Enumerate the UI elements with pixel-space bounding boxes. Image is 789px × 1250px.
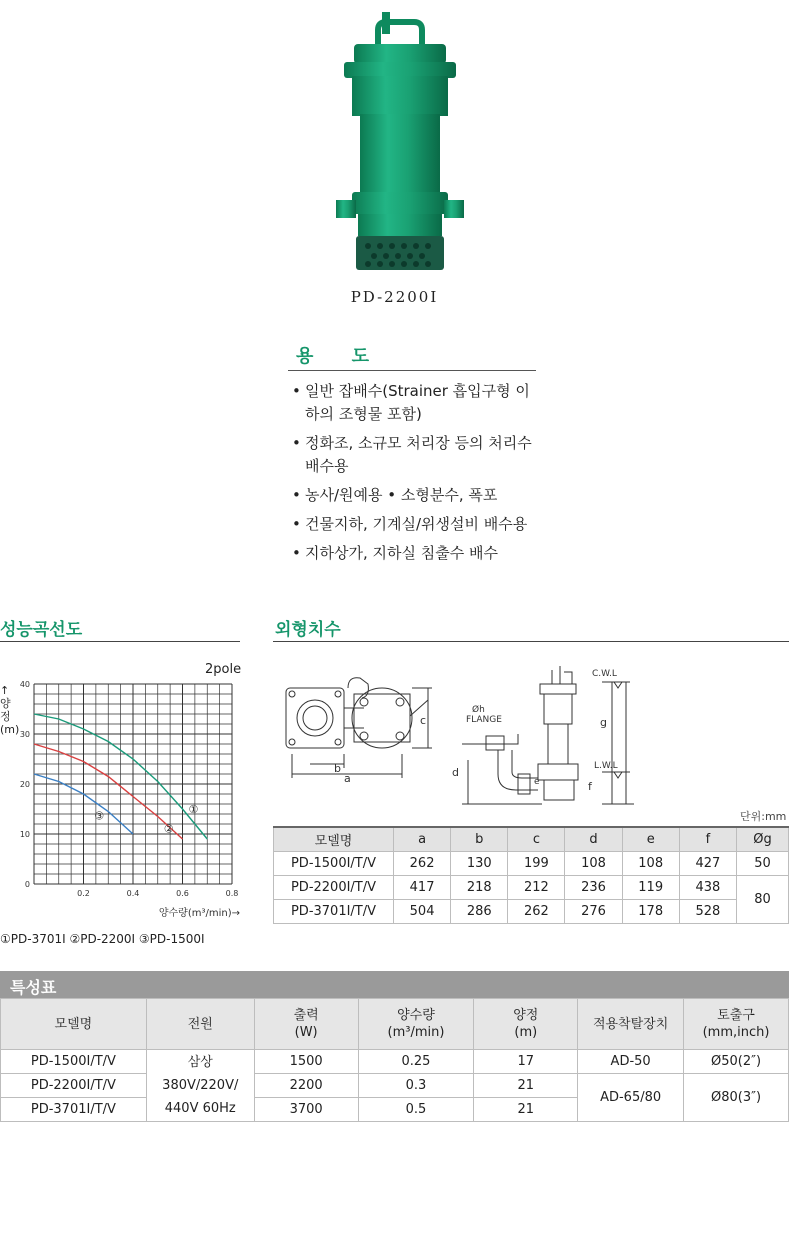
series-label: ③ bbox=[94, 809, 105, 823]
series-label: ① bbox=[188, 803, 199, 816]
spec-title: 특성표 bbox=[10, 978, 57, 997]
x-axis-label: 양수량(m³/min)→ bbox=[158, 908, 240, 919]
table-row bbox=[274, 876, 789, 900]
cell: 236 bbox=[565, 876, 622, 900]
y-axis-label: ↑ 양정 (m) bbox=[0, 684, 20, 736]
cell: 0.3 bbox=[358, 1074, 474, 1098]
usage-divider bbox=[288, 370, 536, 371]
dim-label-e: e bbox=[534, 777, 540, 787]
cell-model: PD-1500Ⅰ/T/V bbox=[1, 1050, 147, 1074]
x-tick-label: 0.4 bbox=[126, 889, 140, 898]
cell: 262 bbox=[394, 852, 451, 876]
usage-item: • 일반 잡배수(Strainer 흡입구형 이하의 조형물 포함) bbox=[292, 380, 542, 426]
cell: 218 bbox=[451, 876, 508, 900]
product-caption: PD-2200I bbox=[350, 288, 439, 306]
spec-header-power: 전원 bbox=[146, 999, 254, 1050]
spec-header-output: 출력 (W) bbox=[254, 999, 358, 1050]
dimensions-table bbox=[273, 826, 789, 924]
dim-label-d: d bbox=[452, 766, 459, 779]
cell: 2200 bbox=[254, 1074, 358, 1098]
spec-header-model: 모델명 bbox=[1, 999, 147, 1050]
header-c: c bbox=[508, 827, 565, 852]
cell: AD-50 bbox=[578, 1050, 684, 1074]
cell: 427 bbox=[679, 852, 736, 876]
cell: 3700 bbox=[254, 1098, 358, 1122]
y-tick-label: 40 bbox=[19, 680, 30, 689]
table-row bbox=[1, 1050, 789, 1074]
cell: 119 bbox=[622, 876, 679, 900]
dim-label-b: b bbox=[334, 762, 341, 775]
cell: 80 bbox=[737, 876, 789, 924]
spec-title-bar bbox=[0, 971, 789, 998]
cell-model: PD-1500Ⅰ/T/V bbox=[274, 852, 394, 876]
usage-list bbox=[292, 380, 542, 571]
cell-model: PD-2200Ⅰ/T/V bbox=[1, 1074, 147, 1098]
y-tick-label: 20 bbox=[19, 780, 30, 789]
power-line: 삼상 bbox=[187, 1055, 213, 1070]
dim-label-oh: Øh bbox=[472, 705, 485, 715]
header-d: d bbox=[565, 827, 622, 852]
power-line: 380V/220V/ bbox=[162, 1078, 239, 1093]
header-model: 모델명 bbox=[274, 827, 394, 852]
series-label: ② bbox=[163, 822, 174, 836]
cell: 21 bbox=[474, 1074, 578, 1098]
cell: 0.25 bbox=[358, 1050, 474, 1074]
spec-table bbox=[0, 998, 789, 1122]
cell-model: PD-3701Ⅰ/T/V bbox=[274, 900, 394, 924]
unit-note: 단위:mm bbox=[740, 810, 787, 823]
power-line: 440V 60Hz bbox=[164, 1101, 236, 1116]
cell: 438 bbox=[679, 876, 736, 900]
usage-item: • 정화조, 소규모 처리장 등의 처리수 배수용 bbox=[292, 432, 542, 478]
pump-image bbox=[330, 8, 470, 274]
x-tick-label: 0.6 bbox=[176, 889, 189, 898]
cell: 199 bbox=[508, 852, 565, 876]
chart-legend: ①PD-3701Ⅰ ②PD-2200Ⅰ ③PD-1500Ⅰ bbox=[0, 932, 205, 946]
cell: 108 bbox=[622, 852, 679, 876]
dim-label-cwl: C.W.L bbox=[592, 669, 617, 679]
usage-item: • 농사/원예용 • 소형분수, 폭포 bbox=[292, 484, 542, 507]
dimensions-divider bbox=[273, 641, 789, 642]
spec-header-head: 양정 (m) bbox=[474, 999, 578, 1050]
header-e: e bbox=[622, 827, 679, 852]
dim-label-f: f bbox=[588, 780, 592, 793]
y-tick-label: 0 bbox=[24, 880, 30, 889]
performance-title: 성능곡선도 bbox=[0, 620, 83, 640]
pole-label: 2pole bbox=[205, 662, 242, 677]
cell: 286 bbox=[451, 900, 508, 924]
header-b: b bbox=[451, 827, 508, 852]
cell: 17 bbox=[474, 1050, 578, 1074]
spec-header-flow: 양수량 (m³/min) bbox=[358, 999, 474, 1050]
header-a: a bbox=[394, 827, 451, 852]
cell-power bbox=[146, 1050, 254, 1122]
dimension-drawing bbox=[272, 656, 789, 810]
cell: Ø50(2″) bbox=[684, 1050, 789, 1074]
cell: 417 bbox=[394, 876, 451, 900]
usage-title: 용 도 bbox=[296, 346, 386, 367]
x-tick-label: 0.8 bbox=[225, 889, 239, 898]
x-tick-label: 0.2 bbox=[77, 889, 90, 898]
cell: 276 bbox=[565, 900, 622, 924]
cell: 1500 bbox=[254, 1050, 358, 1074]
usage-item: • 지하상가, 지하실 침출수 배수 bbox=[292, 542, 542, 565]
cell: 108 bbox=[565, 852, 622, 876]
cell: 212 bbox=[508, 876, 565, 900]
performance-chart bbox=[14, 678, 242, 919]
spec-header-outlet: 토출구 (mm,inch) bbox=[684, 999, 789, 1050]
cell: 130 bbox=[451, 852, 508, 876]
table-row bbox=[1, 1074, 789, 1098]
y-tick-label: 30 bbox=[19, 730, 30, 739]
y-tick-label: 10 bbox=[19, 830, 30, 839]
cell-model: PD-2200Ⅰ/T/V bbox=[274, 876, 394, 900]
table-row bbox=[274, 900, 789, 924]
cell: 262 bbox=[508, 900, 565, 924]
spec-header-device: 적용착탈장치 bbox=[578, 999, 684, 1050]
cell: 178 bbox=[622, 900, 679, 924]
cell: 0.5 bbox=[358, 1098, 474, 1122]
header-g: Øg bbox=[737, 827, 789, 852]
table-header-row bbox=[274, 827, 789, 852]
cell: 504 bbox=[394, 900, 451, 924]
cell: AD-65/80 bbox=[578, 1074, 684, 1122]
header-f: f bbox=[679, 827, 736, 852]
cell-model: PD-3701Ⅰ/T/V bbox=[1, 1098, 147, 1122]
dimensions-title: 외형치수 bbox=[275, 620, 341, 640]
dim-label-flange: FLANGE bbox=[466, 715, 502, 725]
table-header-row bbox=[1, 999, 789, 1050]
cell: 528 bbox=[679, 900, 736, 924]
cell: 50 bbox=[737, 852, 789, 876]
cell: 21 bbox=[474, 1098, 578, 1122]
cell: Ø80(3″) bbox=[684, 1074, 789, 1122]
usage-item: • 건물지하, 기계실/위생설비 배수용 bbox=[292, 513, 542, 536]
dim-label-c: c bbox=[420, 714, 427, 727]
dim-label-lwl: L.W.L bbox=[594, 761, 618, 771]
table-row bbox=[274, 852, 789, 876]
performance-divider bbox=[0, 641, 240, 642]
dim-label-a: a bbox=[344, 772, 351, 785]
dim-label-g: g bbox=[600, 716, 607, 729]
